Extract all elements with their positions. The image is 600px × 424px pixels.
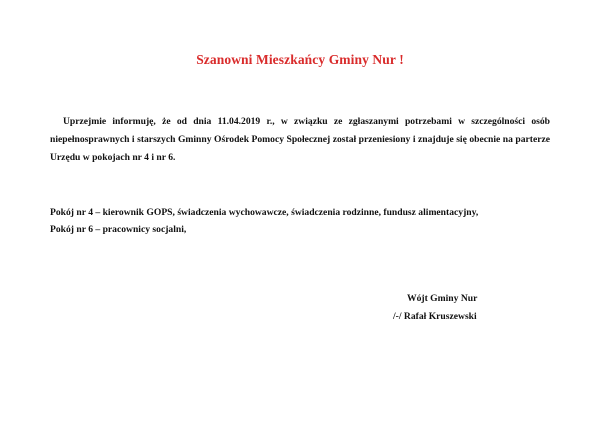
signature-block [393, 290, 477, 326]
intro-text: Uprzejmie informuję, że od dnia 11.04.2019 r., w związku ze zgłaszanymi potrzebami w szczególności osób niepełnosprawnych i starszych Gminny Ośrodek Pomocy Społecznej został przeniesiony i znajduje się obecnie na parterze Urzędu w pokojach nr 4 i nr 6. [50, 116, 550, 163]
intro-paragraph [50, 113, 550, 167]
signature-role: Wójt Gminy Nur [407, 293, 478, 304]
rooms-list [50, 204, 570, 238]
signature-name: /-/ Rafał Kruszewski [393, 311, 477, 322]
document-title: Szanowni Mieszkańcy Gminy Nur ! [196, 52, 404, 67]
room-4-line: Pokój nr 4 – kierownik GOPS, świadczenia wychowawcze, świadczenia rodzinne, fundusz alimentacyjny, [50, 207, 479, 218]
room-6-line: Pokój nr 6 – pracownicy socjalni, [50, 224, 187, 235]
